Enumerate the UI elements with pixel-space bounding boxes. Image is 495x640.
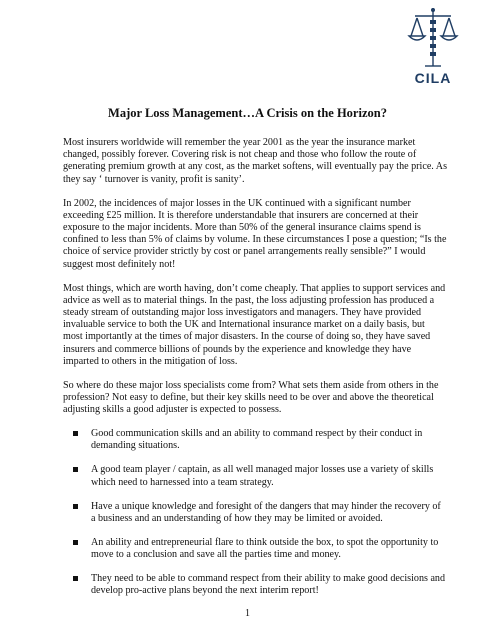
- square-bullet-icon: [73, 504, 78, 509]
- paragraph: Most insurers worldwide will remember the year 2001 as the year the insurance market changed, possibly forever. Covering risk is not cheap and those who follow the route of generating premium growth at any cost, as the market softens, will eventually pay the price. As they say ‘ turnover is vanity, profit is sanity’.: [63, 137, 448, 185]
- list-item: [63, 501, 447, 525]
- list-item: [63, 573, 447, 597]
- square-bullet-icon: [73, 576, 78, 581]
- list-item: [63, 537, 447, 561]
- skills-list: [63, 428, 447, 597]
- square-bullet-icon: [73, 540, 78, 545]
- list-item: [63, 428, 447, 452]
- document-body: [63, 137, 447, 609]
- document-title: Major Loss Management…A Crisis on the Horizon?: [108, 106, 387, 120]
- list-item-text: A good team player / captain, as all well managed major losses use a variety of skills which need to harnessed into a team strategy.: [91, 464, 434, 488]
- paragraph: In 2002, the incidences of major losses in the UK continued with a significant number exceeding £25 million. It is therefore understandable that insurers are concerned at their exposure to the major incidents. More than 50% of the general insurance claims spend is confined to less than 5% of claims by volume. In these circumstances I pose a question; “Is the choice of service provider strictly by cost or panel arrangements really sensible?” I would suggest most definitely not!: [63, 197, 447, 270]
- cila-logo: [401, 6, 465, 90]
- page-number: 1: [245, 608, 250, 619]
- list-item-text: Have a unique knowledge and foresight of the dangers that may hinder the recovery of a business and an understanding of how they may be limited or avoided.: [91, 500, 441, 524]
- square-bullet-icon: [73, 431, 78, 436]
- list-item: [63, 464, 447, 488]
- list-item-text: An ability and entrepreneurial flare to think outside the box, to spot the opportunity to move to a conclusion and save all the parties time and money.: [91, 536, 439, 561]
- paragraph: Most things, which are worth having, don’t come cheaply. That applies to support services and advice as well as to material things. In the past, the loss adjusting profession has produced a steady stream of outstanding major loss investigators and managers. They have provided invaluable service to both the UK and International insurance market on a daily basis, but most importantly at the times of major disasters. In the course of doing so, they have saved insurers and commerce billions of pounds by the experience and knowledge they have imparted to others in the mitigation of loss.: [63, 282, 446, 367]
- paragraph: So where do these major loss specialists come from? What sets them aside from others in the profession? Not easy to define, but their key skills need to be over and above the theoretical adjusting skills a good adjuster is expected to possess.: [63, 379, 439, 416]
- list-item-text: Good communication skills and an ability to command respect by their conduct in demanding situations.: [91, 428, 423, 452]
- list-item-text: They need to be able to command respect from their ability to make good decisions and develop pro-active plans beyond the next interim report!: [91, 573, 446, 597]
- scales-of-justice-icon: [401, 6, 465, 70]
- logo-text: CILA: [414, 70, 452, 86]
- square-bullet-icon: [73, 467, 78, 472]
